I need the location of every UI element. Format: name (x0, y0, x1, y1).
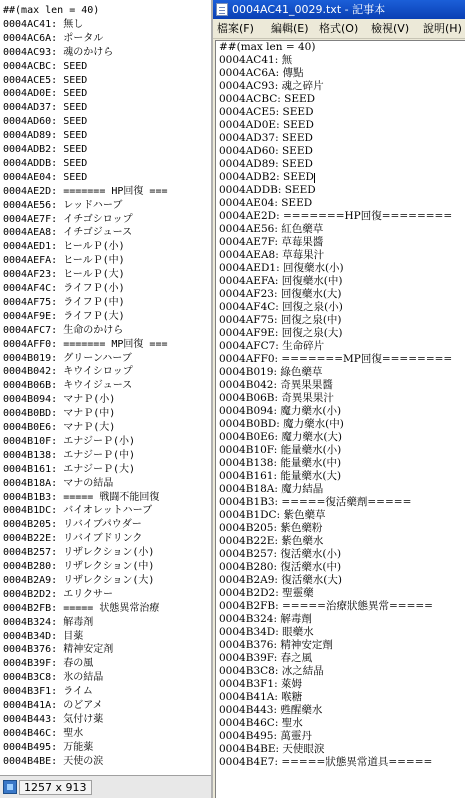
editor-line: 0004AED1: 回復藥水(小) (219, 262, 344, 274)
editor-line: 0004AD60: SEED (219, 145, 313, 157)
text-line: 0004AFF0: ======= MP回復 === (3, 338, 168, 350)
editor-line: 0004B0E6: 魔力藥水(大) (219, 431, 343, 443)
editor-line: 0004ACE5: SEED (219, 106, 314, 118)
editor-line: 0004ACBC: SEED (219, 93, 316, 105)
editor-line: 0004B324: 解毒劑 (219, 613, 312, 625)
editor-line: 0004AC6A: 傳點 (219, 67, 304, 79)
text-line: 0004B3F1: ライム (3, 686, 93, 698)
editor-line: 0004AC41: 無 (219, 54, 293, 66)
text-line: 0004B376: 精神安定剤 (3, 644, 114, 656)
editor-line: 0004AFC7: 生命碎片 (219, 340, 325, 352)
text-line: 0004AED1: ヒールＰ(小) (3, 241, 125, 253)
editor-line: 0004AFF0: =======MP回復======== (219, 353, 453, 365)
text-line: 0004B2A9: リザレクション(大) (3, 574, 155, 586)
editor-line: 0004B41A: 喉糖 (219, 691, 303, 703)
menu-view[interactable]: 檢視(V) (371, 22, 410, 35)
text-line: 0004AD37: SEED (3, 102, 88, 114)
editor-line: 0004B042: 奇異果果醬 (219, 379, 333, 391)
editor-line: 0004B3F1: 萊姆 (219, 678, 302, 690)
title-bar[interactable] (213, 0, 465, 19)
editor-line: 0004AE7F: 草莓果醬 (219, 236, 324, 248)
editor-line: 0004B46C: 聖水 (219, 717, 303, 729)
editor-line: 0004B257: 復活藥水(小) (219, 548, 342, 560)
text-line: 0004B46C: 聖水 (3, 727, 84, 739)
editor-line: 0004B18A: 魔力結晶 (219, 483, 324, 495)
editor-line: 0004B280: 復活藥水(中) (219, 561, 342, 573)
text-line: 0004B2FB: ===== 状態異常治療 (3, 602, 160, 614)
text-line: 0004B042: キウイシロップ (3, 366, 133, 378)
text-editor[interactable] (215, 40, 465, 798)
menu-edit[interactable]: 編輯(E) (271, 22, 309, 35)
menu-file[interactable]: 檔案(F) (217, 22, 254, 35)
editor-line: 0004AEFA: 回復藥水(中) (219, 275, 343, 287)
text-line: 0004B280: リザレクション(中) (3, 561, 155, 572)
text-line: 0004B41A: のどアメ (3, 700, 103, 711)
text-line: 0004ACBC: SEED (3, 60, 88, 72)
text-line: 0004B138: エナジーＰ(中) (3, 449, 136, 461)
text-line: 0004B0E6: マナＰ(大) (3, 422, 116, 433)
editor-line: 0004B1DC: 紫色藥草 (219, 509, 326, 521)
text-line: 0004AE7F: イチゴシロップ (3, 213, 133, 225)
text-line: 0004B3C8: 氷の結晶 (3, 672, 104, 684)
editor-line: 0004AE2D: =======HP回復======== (219, 210, 453, 222)
text-line: 0004AF9E: ライフＰ(大) (3, 310, 125, 322)
text-line: 0004B22E: リバイブドリンク (3, 533, 143, 545)
text-line: 0004ADB2: SEED (3, 144, 88, 155)
image-icon (3, 780, 17, 794)
text-line: 0004AD89: SEED (3, 130, 88, 142)
text-line: 0004B10F: エナジーＰ(小) (3, 435, 136, 447)
text-line: 0004B1DC: バイオレットハーブ (3, 505, 153, 517)
text-line: 0004B2D2: エリクサー (3, 588, 114, 600)
notepad-icon[interactable] (216, 3, 228, 16)
editor-line: 0004B10F: 能量藥水(小) (219, 444, 342, 456)
text-line: 0004AD0E: SEED (3, 88, 88, 100)
editor-line: 0004B06B: 奇異果果汁 (219, 392, 334, 404)
text-line: 0004B06B: キウイジュース (3, 380, 133, 392)
text-caret (314, 173, 315, 183)
editor-line: 0004B094: 魔力藥水(小) (219, 405, 342, 417)
editor-line: 0004B138: 能量藥水(中) (219, 457, 342, 469)
editor-line: 0004AE04: SEED (219, 197, 313, 209)
text-line: 0004B4BE: 天使の涙 (3, 755, 104, 767)
text-line: 0004B18A: マナの結晶 (3, 477, 114, 489)
text-line: 0004AC93: 魂のかけら (3, 46, 114, 58)
editor-line: 0004AC93: 魂之碎片 (219, 80, 324, 92)
text-line: 0004B0BD: マナＰ(中) (3, 408, 116, 420)
editor-line: 0004ADB2: SEED (219, 171, 314, 183)
editor-line: 0004B34D: 眼藥水 (219, 626, 314, 638)
editor-line: 0004AD0E: SEED (219, 119, 314, 131)
text-line: 0004ADDB: SEED (3, 157, 88, 169)
editor-line: 0004B2D2: 聖靈藥 (219, 587, 314, 599)
editor-line: 0004B2A9: 復活藥水(大) (219, 574, 342, 586)
text-line: 0004AC6A: ポータル (3, 32, 104, 44)
editor-line: 0004AF9E: 回復之泉(大) (219, 327, 343, 339)
text-line: 0004B324: 解毒剤 (3, 616, 94, 628)
text-line: 0004AC41: 無し (3, 18, 84, 30)
text-line: 0004B39F: 春の風 (3, 658, 94, 670)
text-line: 0004AFC7: 生命のかけら (3, 324, 124, 336)
text-line: 0004B094: マナＰ(小) (3, 394, 116, 406)
editor-line: 0004B22E: 紫色藥水 (219, 535, 324, 547)
editor-line: 0004B2FB: =====治療狀態異常===== (219, 600, 433, 612)
editor-line: 0004AE56: 紅色藥草 (219, 223, 324, 235)
editor-line: 0004B443: 甦醒藥水 (219, 704, 323, 716)
text-line: 0004B205: リバイブパウダー (3, 519, 142, 531)
editor-line: 0004AD37: SEED (219, 132, 313, 144)
text-line: 0004AF75: ライフＰ(中) (3, 296, 125, 308)
text-line: 0004B1B3: ===== 戦闘不能回復 (3, 491, 160, 503)
text-line: 0004AE04: SEED (3, 171, 88, 183)
editor-line: 0004B39F: 春之風 (219, 652, 313, 664)
notepad-window (213, 0, 465, 798)
editor-line: ##(max len = 40) (219, 41, 316, 53)
editor-line: 0004AF23: 回復藥水(大) (219, 288, 342, 300)
left-text-panel (0, 0, 211, 775)
editor-line: 0004B1B3: =====復活藥劑===== (219, 496, 412, 508)
editor-line: 0004B0BD: 魔力藥水(中) (219, 418, 344, 430)
text-line: 0004B443: 気付け薬 (3, 713, 104, 725)
text-line: ##(max len = 40) (3, 5, 100, 16)
text-line: 0004AF23: ヒールＰ(大) (3, 269, 125, 281)
menu-format[interactable]: 格式(O) (319, 22, 359, 35)
text-line: 0004AEFA: ヒールＰ(中) (3, 255, 125, 267)
editor-line: 0004B4E7: =====狀態異常道具===== (219, 756, 433, 768)
status-bar (0, 775, 211, 798)
text-line: 0004B257: リザレクション(小) (3, 547, 155, 559)
editor-line: 0004AF4C: 回復之泉(小) (219, 301, 343, 313)
menu-help[interactable]: 說明(H) (423, 22, 462, 35)
text-line: 0004B019: グリーンハーブ (3, 352, 132, 364)
text-line: 0004B34D: 目薬 (3, 630, 84, 642)
text-line: 0004AE2D: ======= HP回復 === (3, 185, 168, 197)
editor-line: 0004B205: 紫色藥粉 (219, 522, 323, 534)
text-line: 0004B495: 万能薬 (3, 741, 94, 753)
text-line: 0004AD60: SEED (3, 116, 88, 128)
editor-line: 0004AD89: SEED (219, 158, 313, 170)
editor-line: 0004ADDB: SEED (219, 184, 316, 196)
text-line: 0004AE56: レッドハーブ (3, 199, 123, 211)
editor-line: 0004AF75: 回復之泉(中) (219, 314, 342, 326)
editor-line: 0004AEA8: 草莓果汁 (219, 249, 325, 261)
menu-bar (213, 19, 465, 39)
editor-line: 0004B161: 能量藥水(大) (219, 470, 342, 482)
text-line: 0004AEA8: イチゴジュース (3, 227, 133, 239)
text-line: 0004ACE5: SEED (3, 74, 88, 86)
editor-line: 0004B3C8: 冰之結晶 (219, 665, 324, 677)
editor-line: 0004B019: 綠色藥草 (219, 366, 323, 378)
image-dimensions: 1257 x 913 (19, 780, 92, 795)
editor-line: 0004B376: 精神安定劑 (219, 639, 333, 651)
window-title: 0004AC41_0029.txt - 記事本 (232, 3, 386, 16)
text-line: 0004B161: エナジーＰ(大) (3, 463, 136, 475)
editor-line: 0004B4BE: 天使眼淚 (219, 743, 325, 755)
editor-line: 0004B495: 萬靈丹 (219, 730, 312, 742)
text-line: 0004AF4C: ライフＰ(小) (3, 283, 125, 294)
